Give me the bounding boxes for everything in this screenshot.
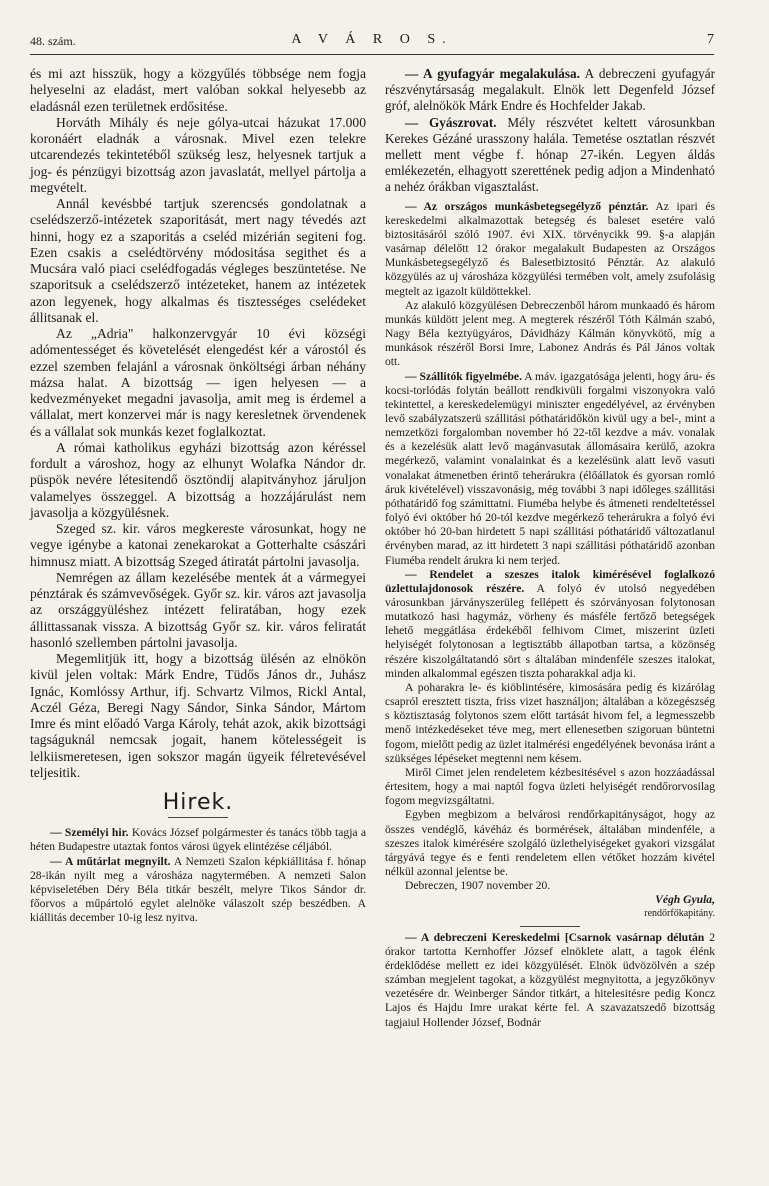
signature-title: rendőrfőkapitány. (644, 908, 715, 920)
news-item (385, 115, 715, 196)
right-column (385, 66, 715, 1030)
news-lead: — Rendelet a szeszes italok kimérésével foglalkozó üzlettulajdonosok részére. (385, 567, 715, 595)
news-text: Miről Cimet jelen rendeletem kézbesitésével s azon hozzáadással értesitem, hogy a mai naptól fogva üzleti helyiségét rendőrorvosilag fogom megvizsgáltatni. (385, 765, 715, 808)
news-item (385, 568, 715, 681)
news-text: A Nemzeti Szalon képkiállitása f. hónap 28-ikán nyilt meg a városháza nagytermében. A nemzeti Salon képviseletében Déry Béla titkár beszélt, melyre Tikos Sándor dr. főorvos a műpártoló egylet alelnöke válaszolt szép beszédben. A kiállitás december 10-ig lesz nyitva. (30, 854, 366, 925)
news-text: 2 órakor tartotta Kernhoffer József elnöklete alatt, a tagok élénk érdeklődése mellett ez idei közgyülését. Elnök üdvözölvén a szép számban megjelent tagokat, a közgyülést megnyitotta, a jegyzőkönyv vezetésére dr. Weinberger Sándor titkárt, a hitelesitésre pedig Koncz Lajos és Hajdu Imre urakat kérte fel. A szavazatszedő bizottság tagjaiul Hollender József, Bodnár (385, 930, 715, 1029)
news-lead: — Gyászrovat. (405, 114, 497, 130)
news-item (385, 766, 715, 808)
news-item (385, 200, 715, 299)
publication-title: A V Á R O S. (291, 32, 453, 47)
news-item (30, 826, 366, 854)
news-item (385, 299, 715, 370)
section-divider (168, 817, 228, 818)
news-item (385, 931, 715, 1030)
news-lead: — A műtárlat megnyilt. (50, 854, 171, 868)
news-text: Mély részvétet keltett városunkban Kerekes Gézáné urasszony halála. Temetése osztatlan részvét mellett ment végbe f. hónap 27-ikén. Legyen áldás emlékezetén, elhagyott szerettének pedig adjon a Mindenható a nehéz órákban vigasztalást. (385, 114, 715, 195)
article-paragraph: Nemrégen az állam kezelésébe mentek át a vármegyei pénztárak és számvevőségek. Győr sz. kir. város azt javasolja az országgyüléshez intézett feliratában, hogy ezek állittassanak vissza. A bizottság Győr sz. kir. város feliratát hasonló szellemben pártolni javasolja. (30, 569, 366, 650)
item-divider (520, 926, 580, 927)
article-paragraph: Az „Adria" halkonzervgyár 10 évi községi adómentességet és követelését elengedést kér a várostól és ezzel szemben felajánl a városnak önköltségi árban néhány mázsa halat. A bizottság — igen helyesen — a kedvezményeket megadni javasolja, amit meg is érdemel a vállalat, mert konzervei már is nagy keresletnek örvendenek és a vállalat sok munkás kezet foglalkoztat. (30, 326, 366, 439)
news-lead: — A debreczeni Kereskedelmi [Csarnok vasárnap délután (405, 930, 705, 944)
article-paragraph: A római katholikus egyházi bizottság azon kéréssel fordult a városhoz, hogy az elhunyt Wolafka Nándor dr. püspök nevére létesitendő ösztöndij alapitványhoz járuljon valamelyes összeggel. A bizottság a hozzájárulást nem javasolja a közgyülésnek. (30, 439, 366, 520)
news-lead: — Az országos munkásbetegsegélyző pénztár. (405, 199, 649, 213)
news-text: Debreczen, 1907 november 20. (405, 879, 551, 893)
news-text: Az alakuló közgyülésen Debreczenből három munkaadó és három munkás küldött jelent meg. A megterek részéről Tóth Kálmán szabó, Nagy Béla keztyügyáros, Dávidházy Kálmán könyvkötő, míg a munkások részéről Borsi Imre, Labonez András és Pál János voltak ott. (385, 298, 715, 369)
page-header (30, 32, 714, 55)
news-text: Az ipari és kereskedelmi alkalmazottak betegség és baleset esetére való biztositásáról szóló 1907. évi XIX. törvénycikk 99. §-a alapján vasárnap délelőtt 12 órakor megalakult Budapesten az Országos Munkásbetegsegélyző és Balesetbiztositó Pénztár. Az alakuló közgyülés az uj városháza közgyülési termében volt, amely zsufolásig megtelt az igazolt küldöttekkel. (385, 199, 715, 298)
news-text: A folyó év utolsó negyedében városunkban járványszerüleg fellépett és szórványosan folytonosan mutatkozó hasi hagymáz, vörheny és másféle fertőző betegségek lehető meggátlása érdekéből felhivom Cimet, miszerint üzleti helyiségét folytonosan a legtisztább állapotban tartsa, a közönség részére kiszolgáltatandó sört s általában mindenféle szeszes italokat, minden alkalommal egészen tiszta poharakkal adja ki. (385, 581, 715, 680)
left-column (30, 66, 366, 926)
article-paragraph: Horváth Mihály és neje gólya-utcai házukat 17.000 koronáért eladnák a városnak. Mivel ezen telekre utcarendezés tekintetéből szükség lesz, helyesnek tartjuk a jog- és pénzügyi bizottság azon javaslatát, mellyel pártolja a megvételt. (30, 114, 366, 195)
dateline (385, 879, 715, 893)
news-item (385, 808, 715, 879)
news-text: A máv. igazgatósága jelenti, hogy áru- és kocsi-torlódás folytán beállott rendkivüli forgalmi viszonyokra való tekintettel, a kereskedelemügyi miniszter engedélyével, az érvényben levő szabályzatszerü szállitási póthatáridőkön kivül ugy a bel-, mint a nemzetközi forgalomban november hó 22-től kezdve a máv. vonalak és a kezelésük alatt levő magánvasutak állomásaira kerülő, azokra megérkező, valamint vonalainkat és a kezelésünk alatt levő vasuti vonalakat átmenetben érintő teherárukra (élőállatok és gyorsan romló áruk kivételével) visszavonásig, még további 3 napi időleges szállitási póthatáridő fog számittatni. Fiuméba helybe és átmeneti rendeltetéssel folyó évi október hó 20-tól kezdve megérkező teherárukra a folyó évi október hó 20-ban hirdetett 5 napi szállitási póthatáridő változatlanul érvényben marad, az itt hirdetett 3 napi szállitási póthatáridő azonban Fiuméba rendelt árukra ki nem terjed. (385, 369, 715, 567)
news-text: Egyben megbizom a belvárosi rendőrkapitányságot, hogy az összes vendéglő, kávéház és bormérések, általában mindenféle, a szeszes italok kimérésére szolgáló üzlethelyiségeket gyakori vizsgálat tárgyává tegye és e fenti rendeletem ellen vétőket hozzám kivétel nélkül azonnal jelentse be. (385, 808, 715, 878)
news-item (30, 855, 366, 926)
issue-number: 48. szám. (30, 34, 76, 48)
article-paragraph: Megemlitjük itt, hogy a bizottság ülésén az elnökön kivül jelen voltak: Márk Endre, Tüdős János dr., Juhász Ignác, Komlóssy Arthur, ifj. Schvartz Vilmos, Rickl Antal, Aczél Géza, Beregi Nagy Sándor, Sinka Sándor, Mártom Imre és mint előadó Varga Károly, tehát azok, akik bizottsági tagságuknál nemcsak jogait, hanem kötelességeit is lelkiismeretesen, igen sokszor magán ügyeik félretevésével teljesitik. (30, 651, 366, 780)
news-item (385, 681, 715, 766)
signature-name: Végh Gyula, (655, 893, 715, 907)
news-text: A poharakra le- és kiöblintésére, kimosására pedig és kizárólag csapról eresztett tiszta, friss vizet használjon; általában a közegészség s köztisztaság folytonos szem előtt tartását hivom fel, a legmesszebb menő intézkedéseket téve meg, mert ellenesetben szigoruan büntetni fogom, mielőtt pedig az üzlet italmérési engedélyének bevonása iránt a szükséges lépéseket megtenni nem késem. (385, 680, 715, 765)
section-title: Hirek. (162, 790, 234, 815)
news-lead: — Személyi hir. (50, 826, 129, 840)
news-text: Kovács József polgármester és tanács több tagja a héten Budapestre utaztak fontos városi ügyek elintézése céljából. (30, 826, 366, 854)
news-lead: — A gyufagyár megalakulása. (405, 66, 580, 81)
news-lead: — Szállitók figyelmébe. (405, 369, 522, 383)
page-number: 7 (707, 32, 714, 47)
article-paragraph: Annál kevésbbé tartjuk szerencsés gondolatnak a cselédszerző-intézetek szaporitását, mert nagy tévedés azt hinni, hogy ez a szaporitás a cseléd mizérián segiteni fog. Ezen csakis a cselédtörvény módositása segithet és a Mucsára való piaci cselédfogadás végleges beszüntetése. Ne szaporitsuk a cselédszerző intézeteket, hanem az intézetek azon legyenek, hogy alkalmas és tisztességes cselédeket állitsanak el. (30, 196, 366, 325)
article-paragraph: Szeged sz. kir. város megkereste városunkat, hogy ne vegye igénybe a katonai zenekarokat a Gotterhalte császári himnusz miatt. A bizottság Szeged átiratát pártolni javasolja. (30, 521, 366, 569)
news-item (385, 370, 715, 568)
news-item (385, 66, 715, 115)
news-text: A debreczeni gyufagyár részvénytársaság megalakult. Elnök lett Degenfeld József gróf, alelnökök Márk Endre és Hochfelder Jakab. (385, 66, 715, 114)
article-paragraph: és mi azt hisszük, hogy a közgyűlés többsége nem fogja helyeselni az eladást, mert valóban sokkal helyesebb az eladásnál ezen területnek erdősitése. (30, 66, 366, 114)
